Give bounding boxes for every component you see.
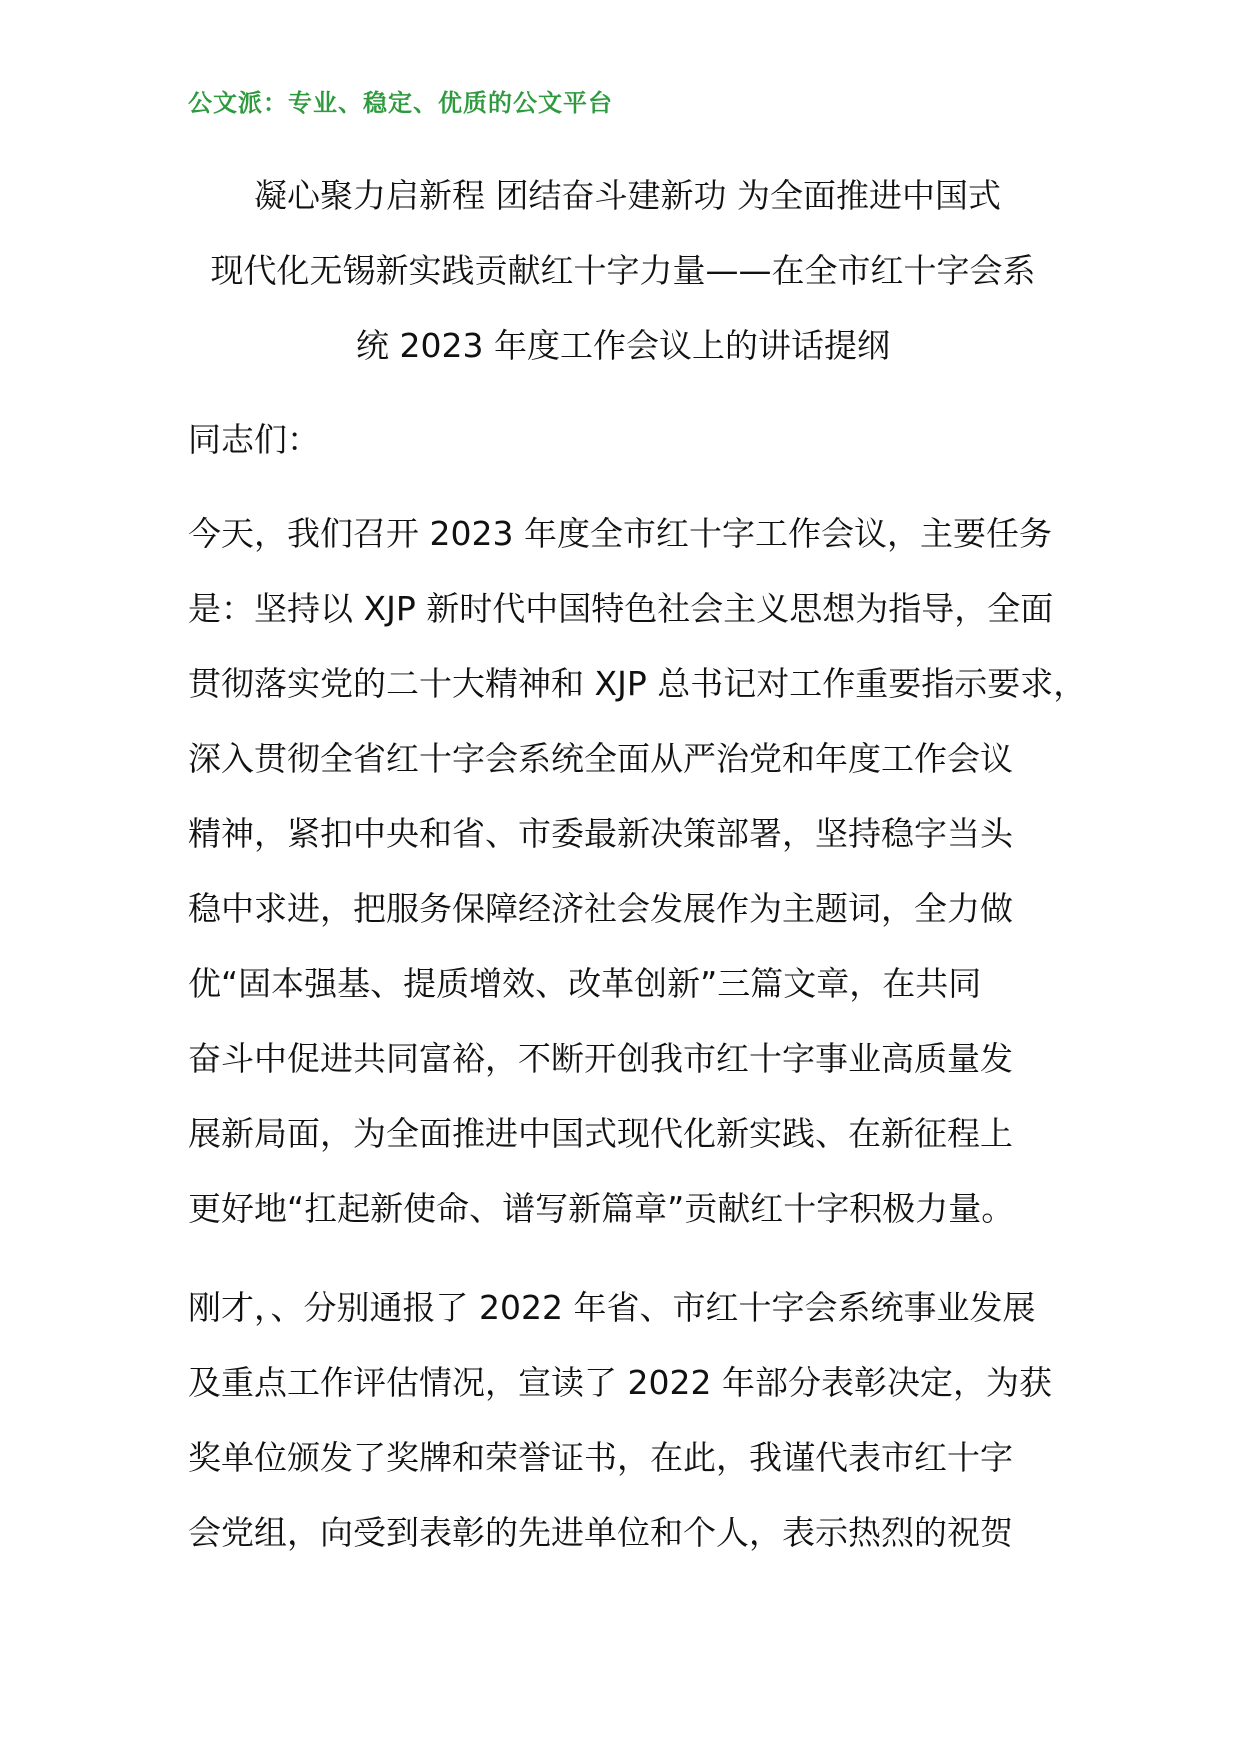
- paragraph-line: 奋斗中促进共同富裕，不断开创我市红十字事业高质量发: [188, 1039, 1013, 1078]
- title-line: 统 2023 年度工作会议上的讲话提纲: [356, 326, 890, 365]
- paragraph-line: 刚才，、分别通报了 2022 年省、市红十字会系统事业发展: [188, 1288, 1036, 1327]
- document-title: [188, 158, 1058, 383]
- paragraph-line: 精神，紧扣中央和省、市委最新决策部署，坚持稳字当头: [188, 814, 1013, 853]
- paragraph-line: 贯彻落实党的二十大精神和 XJP 总书记对工作重要指示要求，: [188, 664, 1087, 703]
- title-line: 凝心聚力启新程 团结奋斗建新功 为全面推进中国式: [254, 176, 1001, 215]
- paragraph-line: 深入贯彻全省红十字会系统全面从严治党和年度工作会议: [188, 739, 1013, 778]
- greeting-text: 同志们：: [188, 420, 320, 459]
- paragraph-line: 展新局面，为全面推进中国式现代化新实践、在新征程上: [188, 1114, 1013, 1153]
- paragraph-line: 及重点工作评估情况，宣读了 2022 年部分表彰决定，为获: [188, 1363, 1052, 1402]
- title-line: 现代化无锡新实践贡献红十字力量——在全市红十字会系: [210, 251, 1036, 290]
- paragraph-1: [188, 496, 1098, 1246]
- paragraph-line: 奖单位颁发了奖牌和荣誉证书，在此，我谨代表市红十字: [188, 1438, 1013, 1477]
- paragraph-line: 会党组，向受到表彰的先进单位和个人，表示热烈的祝贺: [188, 1513, 1013, 1552]
- paragraph-2: [188, 1270, 1098, 1570]
- paragraph-line: 今天，我们召开 2023 年度全市红十字工作会议，主要任务: [188, 514, 1052, 553]
- paragraph-line: 稳中求进，把服务保障经济社会发展作为主题词，全力做: [188, 889, 1013, 928]
- paragraph-line: 是：坚持以 XJP 新时代中国特色社会主义思想为指导，全面: [188, 589, 1054, 628]
- brand-header: 公文派：专业、稳定、优质的公文平台: [188, 89, 613, 117]
- paragraph-line: 更好地“扛起新使命、谱写新篇章”贡献红十字积极力量。: [188, 1189, 1015, 1228]
- greeting: [188, 402, 1098, 477]
- paragraph-line: 优“固本强基、提质增效、改革创新”三篇文章，在共同: [188, 964, 982, 1003]
